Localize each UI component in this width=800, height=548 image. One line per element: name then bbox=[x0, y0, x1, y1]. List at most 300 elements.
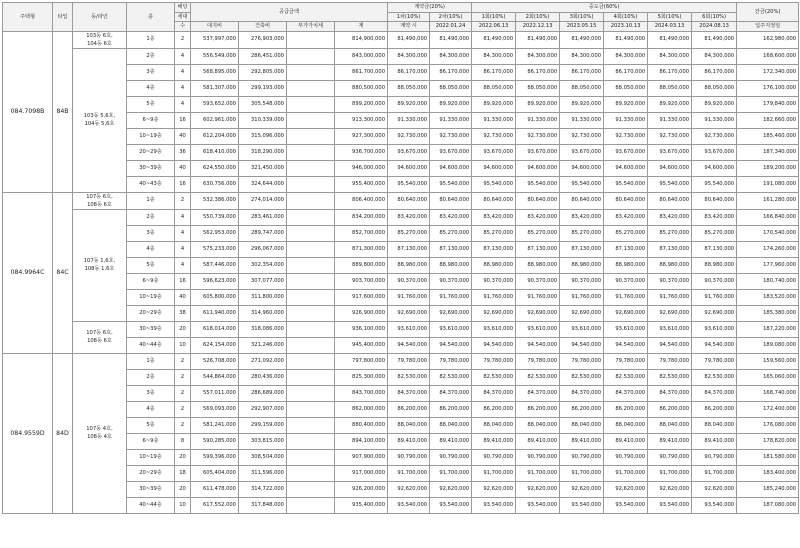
contract-1-cell: 79,780,000 bbox=[388, 353, 430, 369]
contract-1-cell: 91,760,000 bbox=[388, 289, 430, 305]
header-m4-date: 2023.10.13 bbox=[604, 22, 648, 32]
land-price-cell: 590,285,000 bbox=[191, 433, 239, 449]
contract-1-cell: 86,170,000 bbox=[388, 64, 430, 80]
vat-cell bbox=[287, 273, 335, 289]
middle-payment-2-cell: 89,410,000 bbox=[516, 433, 560, 449]
dong-line-cell: 107동 6호, 108동 6호 bbox=[73, 192, 127, 209]
contract-2-cell: 92,620,000 bbox=[430, 481, 472, 497]
total-price-cell: 880,400,000 bbox=[335, 417, 388, 433]
contract-2-cell: 91,700,000 bbox=[430, 465, 472, 481]
vat-cell bbox=[287, 385, 335, 401]
header-land: 대지비 bbox=[191, 22, 239, 32]
dong-line-cell: 107동 6호, 108동 6호 bbox=[73, 321, 127, 353]
middle-payment-6-cell: 84,370,000 bbox=[692, 385, 737, 401]
middle-payment-3-cell: 90,790,000 bbox=[560, 449, 604, 465]
contract-2-cell: 85,270,000 bbox=[430, 225, 472, 241]
balance-cell: 174,260,000 bbox=[737, 241, 799, 257]
balance-cell: 189,080,000 bbox=[737, 337, 799, 353]
total-price-cell: 955,400,000 bbox=[335, 176, 388, 192]
total-price-cell: 852,700,000 bbox=[335, 225, 388, 241]
vat-cell bbox=[287, 128, 335, 144]
units-cell: 4 bbox=[175, 241, 191, 257]
floor-cell: 4층 bbox=[127, 241, 175, 257]
middle-payment-6-cell: 89,410,000 bbox=[692, 433, 737, 449]
middle-payment-1-cell: 83,420,000 bbox=[472, 209, 516, 225]
middle-payment-4-cell: 92,690,000 bbox=[604, 305, 648, 321]
contract-1-cell: 84,300,000 bbox=[388, 48, 430, 64]
middle-payment-3-cell: 92,690,000 bbox=[560, 305, 604, 321]
floor-cell: 30~39층 bbox=[127, 160, 175, 176]
middle-payment-2-cell: 94,600,000 bbox=[516, 160, 560, 176]
contract-2-cell: 86,170,000 bbox=[430, 64, 472, 80]
units-cell: 20 bbox=[175, 481, 191, 497]
balance-cell: 176,080,000 bbox=[737, 417, 799, 433]
floor-cell: 40~43층 bbox=[127, 176, 175, 192]
middle-payment-3-cell: 91,700,000 bbox=[560, 465, 604, 481]
middle-payment-2-cell: 92,690,000 bbox=[516, 305, 560, 321]
land-price-cell: 575,233,000 bbox=[191, 241, 239, 257]
units-cell: 20 bbox=[175, 321, 191, 337]
contract-2-cell: 92,730,000 bbox=[430, 128, 472, 144]
land-price-cell: 526,708,000 bbox=[191, 353, 239, 369]
vat-cell bbox=[287, 305, 335, 321]
land-price-cell: 593,652,000 bbox=[191, 96, 239, 112]
building-price-cell: 292,805,000 bbox=[239, 64, 287, 80]
total-price-cell: 862,000,000 bbox=[335, 401, 388, 417]
middle-payment-6-cell: 92,730,000 bbox=[692, 128, 737, 144]
middle-payment-5-cell: 88,050,000 bbox=[648, 80, 692, 96]
middle-payment-6-cell: 94,600,000 bbox=[692, 160, 737, 176]
contract-1-cell: 93,540,000 bbox=[388, 497, 430, 513]
type-letter-cell: 84B bbox=[53, 31, 73, 192]
header-m2: 2회(10%) bbox=[516, 12, 560, 22]
header-c2-date: 2022.01.24 bbox=[430, 22, 472, 32]
total-price-cell: 917,600,000 bbox=[335, 289, 388, 305]
middle-payment-4-cell: 95,540,000 bbox=[604, 176, 648, 192]
building-price-cell: 280,436,000 bbox=[239, 369, 287, 385]
building-price-cell: 283,461,000 bbox=[239, 209, 287, 225]
balance-cell: 185,240,000 bbox=[737, 481, 799, 497]
total-price-cell: 825,300,000 bbox=[335, 369, 388, 385]
middle-payment-3-cell: 84,300,000 bbox=[560, 48, 604, 64]
middle-payment-1-cell: 95,540,000 bbox=[472, 176, 516, 192]
balance-cell: 165,060,000 bbox=[737, 369, 799, 385]
middle-payment-2-cell: 91,330,000 bbox=[516, 112, 560, 128]
middle-payment-6-cell: 92,620,000 bbox=[692, 481, 737, 497]
table-row bbox=[3, 192, 799, 209]
balance-cell: 187,080,000 bbox=[737, 497, 799, 513]
balance-cell: 168,600,000 bbox=[737, 48, 799, 64]
contract-2-cell: 93,540,000 bbox=[430, 497, 472, 513]
contract-2-cell: 80,640,000 bbox=[430, 192, 472, 209]
vat-cell bbox=[287, 353, 335, 369]
middle-payment-2-cell: 89,920,000 bbox=[516, 96, 560, 112]
middle-payment-6-cell: 80,640,000 bbox=[692, 192, 737, 209]
middle-payment-1-cell: 89,920,000 bbox=[472, 96, 516, 112]
building-price-cell: 315,096,000 bbox=[239, 128, 287, 144]
middle-payment-4-cell: 88,050,000 bbox=[604, 80, 648, 96]
contract-1-cell: 90,370,000 bbox=[388, 273, 430, 289]
middle-payment-3-cell: 80,640,000 bbox=[560, 192, 604, 209]
contract-2-cell: 88,050,000 bbox=[430, 80, 472, 96]
header-floor: 층 bbox=[127, 3, 175, 32]
contract-2-cell: 79,780,000 bbox=[430, 353, 472, 369]
type-letter-cell: 84C bbox=[53, 192, 73, 353]
contract-2-cell: 90,370,000 bbox=[430, 273, 472, 289]
dong-line-cell: 103동 6호, 104동 6호 bbox=[73, 31, 127, 48]
middle-payment-6-cell: 84,300,000 bbox=[692, 48, 737, 64]
units-cell: 2 bbox=[175, 401, 191, 417]
building-price-cell: 276,903,000 bbox=[239, 31, 287, 48]
middle-payment-5-cell: 92,690,000 bbox=[648, 305, 692, 321]
land-price-cell: 617,552,000 bbox=[191, 497, 239, 513]
middle-payment-3-cell: 88,040,000 bbox=[560, 417, 604, 433]
header-c1-date: 계약 시 bbox=[388, 22, 430, 32]
units-cell: 2 bbox=[175, 353, 191, 369]
middle-payment-1-cell: 82,530,000 bbox=[472, 369, 516, 385]
contract-2-cell: 92,690,000 bbox=[430, 305, 472, 321]
dong-line-cell: 107동 1,6호, 108동 1,6호 bbox=[73, 209, 127, 321]
middle-payment-2-cell: 82,530,000 bbox=[516, 369, 560, 385]
vat-cell bbox=[287, 497, 335, 513]
total-price-cell: 871,300,000 bbox=[335, 241, 388, 257]
vat-cell bbox=[287, 96, 335, 112]
total-price-cell: 935,400,000 bbox=[335, 497, 388, 513]
middle-payment-2-cell: 88,980,000 bbox=[516, 257, 560, 273]
total-price-cell: 917,000,000 bbox=[335, 465, 388, 481]
middle-payment-2-cell: 90,790,000 bbox=[516, 449, 560, 465]
vat-cell bbox=[287, 417, 335, 433]
units-cell: 16 bbox=[175, 273, 191, 289]
vat-cell bbox=[287, 241, 335, 257]
middle-payment-4-cell: 86,170,000 bbox=[604, 64, 648, 80]
header-balance-date: 입주지정일 bbox=[737, 22, 799, 32]
middle-payment-3-cell: 86,170,000 bbox=[560, 64, 604, 80]
middle-payment-1-cell: 90,370,000 bbox=[472, 273, 516, 289]
vat-cell bbox=[287, 48, 335, 64]
building-price-cell: 289,747,000 bbox=[239, 225, 287, 241]
type-letter-cell: 84D bbox=[53, 353, 73, 513]
units-cell: 4 bbox=[175, 48, 191, 64]
header-m6: 6회(10%) bbox=[692, 12, 737, 22]
vat-cell bbox=[287, 160, 335, 176]
header-c2: 2차(10%) bbox=[430, 12, 472, 22]
contract-2-cell: 88,980,000 bbox=[430, 257, 472, 273]
middle-payment-5-cell: 93,540,000 bbox=[648, 497, 692, 513]
middle-payment-2-cell: 91,760,000 bbox=[516, 289, 560, 305]
middle-payment-1-cell: 93,540,000 bbox=[472, 497, 516, 513]
units-cell: 4 bbox=[175, 96, 191, 112]
middle-payment-3-cell: 92,730,000 bbox=[560, 128, 604, 144]
middle-payment-2-cell: 79,780,000 bbox=[516, 353, 560, 369]
header-m3: 3회(10%) bbox=[560, 12, 604, 22]
total-price-cell: 843,000,000 bbox=[335, 48, 388, 64]
table-header bbox=[3, 3, 799, 32]
middle-payment-5-cell: 95,540,000 bbox=[648, 176, 692, 192]
middle-payment-3-cell: 93,610,000 bbox=[560, 321, 604, 337]
header-m6-date: 2024.08.13 bbox=[692, 22, 737, 32]
land-price-cell: 618,410,000 bbox=[191, 144, 239, 160]
middle-payment-6-cell: 93,670,000 bbox=[692, 144, 737, 160]
table-body bbox=[3, 31, 799, 513]
units-cell: 4 bbox=[175, 225, 191, 241]
building-price-cell: 308,504,000 bbox=[239, 449, 287, 465]
balance-cell: 178,820,000 bbox=[737, 433, 799, 449]
building-price-cell: 314,722,000 bbox=[239, 481, 287, 497]
middle-payment-5-cell: 86,170,000 bbox=[648, 64, 692, 80]
contract-2-cell: 94,540,000 bbox=[430, 337, 472, 353]
land-price-cell: 581,307,000 bbox=[191, 80, 239, 96]
middle-payment-5-cell: 83,420,000 bbox=[648, 209, 692, 225]
floor-cell: 5층 bbox=[127, 417, 175, 433]
vat-cell bbox=[287, 401, 335, 417]
contract-1-cell: 89,920,000 bbox=[388, 96, 430, 112]
balance-cell: 159,560,000 bbox=[737, 353, 799, 369]
floor-cell: 2층 bbox=[127, 209, 175, 225]
building-price-cell: 299,193,000 bbox=[239, 80, 287, 96]
building-price-cell: 321,246,000 bbox=[239, 337, 287, 353]
middle-payment-6-cell: 81,490,000 bbox=[692, 31, 737, 48]
contract-1-cell: 87,130,000 bbox=[388, 241, 430, 257]
floor-cell: 10~19층 bbox=[127, 128, 175, 144]
floor-cell: 20~29층 bbox=[127, 144, 175, 160]
vat-cell bbox=[287, 449, 335, 465]
units-cell: 2 bbox=[175, 369, 191, 385]
middle-payment-1-cell: 91,330,000 bbox=[472, 112, 516, 128]
units-cell: 18 bbox=[175, 465, 191, 481]
middle-payment-4-cell: 91,760,000 bbox=[604, 289, 648, 305]
contract-1-cell: 85,270,000 bbox=[388, 225, 430, 241]
dong-line-cell: 107동 4호, 108동 4호 bbox=[73, 353, 127, 513]
middle-payment-2-cell: 88,050,000 bbox=[516, 80, 560, 96]
middle-payment-2-cell: 92,730,000 bbox=[516, 128, 560, 144]
balance-cell: 185,460,000 bbox=[737, 128, 799, 144]
vat-cell bbox=[287, 321, 335, 337]
total-price-cell: 861,700,000 bbox=[335, 64, 388, 80]
contract-1-cell: 94,540,000 bbox=[388, 337, 430, 353]
contract-1-cell: 92,690,000 bbox=[388, 305, 430, 321]
land-price-cell: 581,241,000 bbox=[191, 417, 239, 433]
balance-cell: 183,520,000 bbox=[737, 289, 799, 305]
middle-payment-3-cell: 88,050,000 bbox=[560, 80, 604, 96]
table-row bbox=[3, 31, 799, 48]
middle-payment-3-cell: 92,620,000 bbox=[560, 481, 604, 497]
middle-payment-6-cell: 93,540,000 bbox=[692, 497, 737, 513]
middle-payment-5-cell: 94,540,000 bbox=[648, 337, 692, 353]
middle-payment-4-cell: 93,540,000 bbox=[604, 497, 648, 513]
units-cell: 38 bbox=[175, 305, 191, 321]
middle-payment-5-cell: 79,780,000 bbox=[648, 353, 692, 369]
middle-payment-3-cell: 81,490,000 bbox=[560, 31, 604, 48]
middle-payment-2-cell: 84,300,000 bbox=[516, 48, 560, 64]
units-cell: 4 bbox=[175, 80, 191, 96]
middle-payment-5-cell: 85,270,000 bbox=[648, 225, 692, 241]
land-price-cell: 612,204,000 bbox=[191, 128, 239, 144]
middle-payment-5-cell: 91,330,000 bbox=[648, 112, 692, 128]
header-dong: 동/라인 bbox=[73, 3, 127, 32]
middle-payment-6-cell: 93,610,000 bbox=[692, 321, 737, 337]
balance-cell: 187,220,000 bbox=[737, 321, 799, 337]
floor-cell: 5층 bbox=[127, 257, 175, 273]
contract-1-cell: 88,040,000 bbox=[388, 417, 430, 433]
vat-cell bbox=[287, 209, 335, 225]
middle-payment-1-cell: 86,200,000 bbox=[472, 401, 516, 417]
middle-payment-4-cell: 87,130,000 bbox=[604, 241, 648, 257]
contract-2-cell: 87,130,000 bbox=[430, 241, 472, 257]
middle-payment-5-cell: 81,490,000 bbox=[648, 31, 692, 48]
header-units-3: 수 bbox=[175, 22, 191, 32]
middle-payment-5-cell: 87,130,000 bbox=[648, 241, 692, 257]
middle-payment-3-cell: 89,410,000 bbox=[560, 433, 604, 449]
middle-payment-5-cell: 86,200,000 bbox=[648, 401, 692, 417]
floor-cell: 3층 bbox=[127, 385, 175, 401]
middle-payment-3-cell: 84,370,000 bbox=[560, 385, 604, 401]
middle-payment-2-cell: 85,270,000 bbox=[516, 225, 560, 241]
balance-cell: 176,100,000 bbox=[737, 80, 799, 96]
middle-payment-6-cell: 82,530,000 bbox=[692, 369, 737, 385]
middle-payment-1-cell: 94,600,000 bbox=[472, 160, 516, 176]
middle-payment-4-cell: 94,540,000 bbox=[604, 337, 648, 353]
total-price-cell: 899,200,000 bbox=[335, 96, 388, 112]
middle-payment-5-cell: 88,980,000 bbox=[648, 257, 692, 273]
building-price-cell: 310,339,000 bbox=[239, 112, 287, 128]
middle-payment-1-cell: 88,980,000 bbox=[472, 257, 516, 273]
units-cell: 10 bbox=[175, 337, 191, 353]
middle-payment-6-cell: 95,540,000 bbox=[692, 176, 737, 192]
middle-payment-4-cell: 92,620,000 bbox=[604, 481, 648, 497]
vat-cell bbox=[287, 337, 335, 353]
header-type: 주택형 bbox=[3, 3, 53, 32]
building-price-cell: 296,067,000 bbox=[239, 241, 287, 257]
middle-payment-3-cell: 93,540,000 bbox=[560, 497, 604, 513]
contract-2-cell: 93,670,000 bbox=[430, 144, 472, 160]
total-price-cell: 903,700,000 bbox=[335, 273, 388, 289]
balance-cell: 179,840,000 bbox=[737, 96, 799, 112]
total-price-cell: 946,000,000 bbox=[335, 160, 388, 176]
middle-payment-4-cell: 84,370,000 bbox=[604, 385, 648, 401]
floor-cell: 1층 bbox=[127, 31, 175, 48]
unit-type-cell: 084.7098B bbox=[3, 31, 53, 192]
header-ta: 타입 bbox=[53, 3, 73, 32]
middle-payment-2-cell: 88,040,000 bbox=[516, 417, 560, 433]
middle-payment-4-cell: 81,490,000 bbox=[604, 31, 648, 48]
middle-payment-6-cell: 91,760,000 bbox=[692, 289, 737, 305]
vat-cell bbox=[287, 80, 335, 96]
contract-2-cell: 88,040,000 bbox=[430, 417, 472, 433]
middle-payment-4-cell: 93,610,000 bbox=[604, 321, 648, 337]
middle-payment-1-cell: 90,790,000 bbox=[472, 449, 516, 465]
floor-cell: 30~39층 bbox=[127, 481, 175, 497]
middle-payment-1-cell: 92,620,000 bbox=[472, 481, 516, 497]
middle-payment-2-cell: 84,370,000 bbox=[516, 385, 560, 401]
building-price-cell: 299,159,000 bbox=[239, 417, 287, 433]
middle-payment-4-cell: 94,600,000 bbox=[604, 160, 648, 176]
middle-payment-4-cell: 88,980,000 bbox=[604, 257, 648, 273]
units-cell: 4 bbox=[175, 64, 191, 80]
units-cell: 4 bbox=[175, 209, 191, 225]
vat-cell bbox=[287, 433, 335, 449]
middle-payment-1-cell: 94,540,000 bbox=[472, 337, 516, 353]
table-row bbox=[3, 209, 799, 225]
middle-payment-5-cell: 91,700,000 bbox=[648, 465, 692, 481]
building-price-cell: 311,800,000 bbox=[239, 289, 287, 305]
floor-cell: 3층 bbox=[127, 64, 175, 80]
contract-1-cell: 83,420,000 bbox=[388, 209, 430, 225]
middle-payment-6-cell: 90,790,000 bbox=[692, 449, 737, 465]
middle-payment-1-cell: 86,170,000 bbox=[472, 64, 516, 80]
header-building: 건축비 bbox=[239, 22, 287, 32]
header-contract: 계약금(20%) bbox=[388, 3, 472, 13]
middle-payment-3-cell: 83,420,000 bbox=[560, 209, 604, 225]
land-price-cell: 618,014,000 bbox=[191, 321, 239, 337]
header-m3-date: 2023.05.15 bbox=[560, 22, 604, 32]
middle-payment-5-cell: 84,370,000 bbox=[648, 385, 692, 401]
contract-1-cell: 90,790,000 bbox=[388, 449, 430, 465]
middle-payment-5-cell: 80,640,000 bbox=[648, 192, 692, 209]
vat-cell bbox=[287, 31, 335, 48]
balance-cell: 187,340,000 bbox=[737, 144, 799, 160]
header-units-1: 해당 bbox=[175, 3, 191, 13]
middle-payment-1-cell: 92,730,000 bbox=[472, 128, 516, 144]
middle-payment-5-cell: 94,600,000 bbox=[648, 160, 692, 176]
total-price-cell: 889,800,000 bbox=[335, 257, 388, 273]
floor-cell: 6~9층 bbox=[127, 273, 175, 289]
header-m5-date: 2024.03.13 bbox=[648, 22, 692, 32]
total-price-cell: 926,900,000 bbox=[335, 305, 388, 321]
balance-cell: 185,380,000 bbox=[737, 305, 799, 321]
vat-cell bbox=[287, 369, 335, 385]
total-price-cell: 913,300,000 bbox=[335, 112, 388, 128]
header-m5: 5회(10%) bbox=[648, 12, 692, 22]
building-price-cell: 271,092,000 bbox=[239, 353, 287, 369]
middle-payment-2-cell: 87,130,000 bbox=[516, 241, 560, 257]
floor-cell: 3층 bbox=[127, 225, 175, 241]
middle-payment-6-cell: 88,040,000 bbox=[692, 417, 737, 433]
header-m1: 1회(10%) bbox=[472, 12, 516, 22]
middle-payment-1-cell: 84,300,000 bbox=[472, 48, 516, 64]
middle-payment-4-cell: 91,700,000 bbox=[604, 465, 648, 481]
middle-payment-4-cell: 79,780,000 bbox=[604, 353, 648, 369]
middle-payment-3-cell: 86,200,000 bbox=[560, 401, 604, 417]
units-cell: 8 bbox=[175, 433, 191, 449]
middle-payment-4-cell: 92,730,000 bbox=[604, 128, 648, 144]
middle-payment-1-cell: 91,760,000 bbox=[472, 289, 516, 305]
middle-payment-3-cell: 85,270,000 bbox=[560, 225, 604, 241]
floor-cell: 2층 bbox=[127, 48, 175, 64]
header-total: 계 bbox=[335, 22, 388, 32]
units-cell: 40 bbox=[175, 128, 191, 144]
units-cell: 2 bbox=[175, 417, 191, 433]
balance-cell: 177,960,000 bbox=[737, 257, 799, 273]
building-price-cell: 317,848,000 bbox=[239, 497, 287, 513]
balance-cell: 162,980,000 bbox=[737, 31, 799, 48]
middle-payment-1-cell: 87,130,000 bbox=[472, 241, 516, 257]
middle-payment-3-cell: 82,530,000 bbox=[560, 369, 604, 385]
balance-cell: 180,740,000 bbox=[737, 273, 799, 289]
building-price-cell: 318,086,000 bbox=[239, 321, 287, 337]
vat-cell bbox=[287, 257, 335, 273]
middle-payment-4-cell: 82,530,000 bbox=[604, 369, 648, 385]
land-price-cell: 602,961,000 bbox=[191, 112, 239, 128]
middle-payment-3-cell: 91,330,000 bbox=[560, 112, 604, 128]
contract-2-cell: 94,600,000 bbox=[430, 160, 472, 176]
floor-cell: 4층 bbox=[127, 80, 175, 96]
middle-payment-2-cell: 92,620,000 bbox=[516, 481, 560, 497]
middle-payment-6-cell: 88,050,000 bbox=[692, 80, 737, 96]
middle-payment-1-cell: 89,410,000 bbox=[472, 433, 516, 449]
land-price-cell: 562,953,000 bbox=[191, 225, 239, 241]
units-cell: 2 bbox=[175, 31, 191, 48]
